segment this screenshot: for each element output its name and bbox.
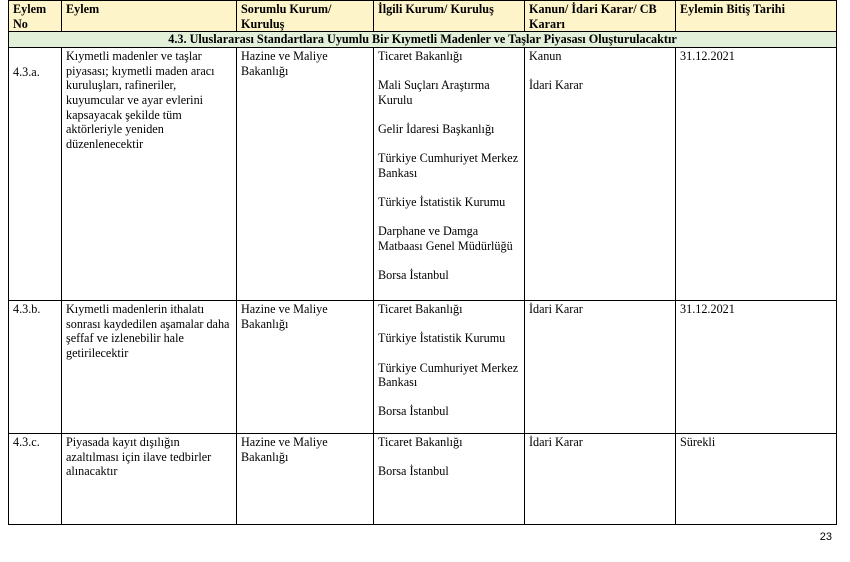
header-end-date: Eylemin Bitiş Tarihi [676, 1, 837, 32]
related-institution: Borsa İstanbul [378, 268, 449, 283]
related-institution: Borsa İstanbul [378, 404, 449, 419]
decision-type: İdari Karar [529, 302, 583, 317]
row-responsible: Hazine ve Maliye Bakanlığı [237, 48, 374, 301]
decision-type: Kanun [529, 49, 562, 64]
row-id: 4.3.b. [9, 301, 62, 434]
action-plan-table [8, 0, 837, 525]
table-row [9, 301, 837, 434]
row-decision [525, 48, 676, 301]
header-action: Eylem [62, 1, 237, 32]
decision-type: İdari Karar [529, 78, 583, 93]
related-institution: Türkiye Cumhuriyet Merkez Bankası [378, 151, 519, 180]
row-related [374, 434, 525, 525]
row-id: 4.3.c. [9, 434, 62, 525]
related-institution: Ticaret Bakanlığı [378, 49, 463, 64]
related-institution: Türkiye İstatistik Kurumu [378, 195, 506, 210]
header-decision: Kanun/ İdari Karar/ CB Kararı [525, 1, 676, 32]
row-related [374, 301, 525, 434]
header-related: İlgili Kurum/ Kuruluş [374, 1, 525, 32]
section-title: 4.3. Uluslararası Standartlara Uyumlu Bir Kıymetli Madenler ve Taşlar Piyasası Oluşturulacaktır [9, 32, 837, 48]
header-id: Eylem No [9, 1, 62, 32]
row-action: Kıymetli madenler ve taşlar piyasası; kıymetli maden aracı kuruluşları, rafineriler, kuyumcular ve ayar evlerini kapsayacak şekilde tüm aktörleriyle yeniden düzenlenecektir [62, 48, 237, 301]
decision-type: İdari Karar [529, 435, 583, 450]
row-action: Kıymetli madenlerin ithalatı sonrası kaydedilen aşamalar daha şeffaf ve izlenebilir hale getirilecektir [62, 301, 237, 434]
row-decision [525, 301, 676, 434]
row-end-date: 31.12.2021 [676, 48, 837, 301]
row-end-date: Sürekli [676, 434, 837, 525]
related-institution: Ticaret Bakanlığı [378, 435, 463, 450]
related-institution: Türkiye İstatistik Kurumu [378, 331, 506, 346]
row-decision [525, 434, 676, 525]
related-institution: Mali Suçları Araştırma Kurulu [378, 78, 490, 107]
related-institution: Ticaret Bakanlığı [378, 302, 463, 317]
row-responsible: Hazine ve Maliye Bakanlığı [237, 434, 374, 525]
table-row [9, 48, 837, 301]
row-action: Piyasada kayıt dışılığın azaltılması için ilave tedbirler alınacaktır [62, 434, 237, 525]
related-institution: Darphane ve Damga Matbaası Genel Müdürlüğü [378, 224, 513, 253]
page-number: 23 [819, 531, 832, 543]
row-responsible: Hazine ve Maliye Bakanlığı [237, 301, 374, 434]
row-id: 4.3.a. [9, 48, 62, 301]
header-responsible: Sorumlu Kurum/ Kuruluş [237, 1, 374, 32]
table-row [9, 434, 837, 525]
section-row [9, 32, 837, 48]
row-related [374, 48, 525, 301]
table-header-row [9, 1, 837, 32]
row-end-date: 31.12.2021 [676, 301, 837, 434]
related-institution: Gelir İdaresi Başkanlığı [378, 122, 495, 137]
related-institution: Türkiye Cumhuriyet Merkez Bankası [378, 360, 519, 390]
related-institution: Borsa İstanbul [378, 464, 449, 479]
